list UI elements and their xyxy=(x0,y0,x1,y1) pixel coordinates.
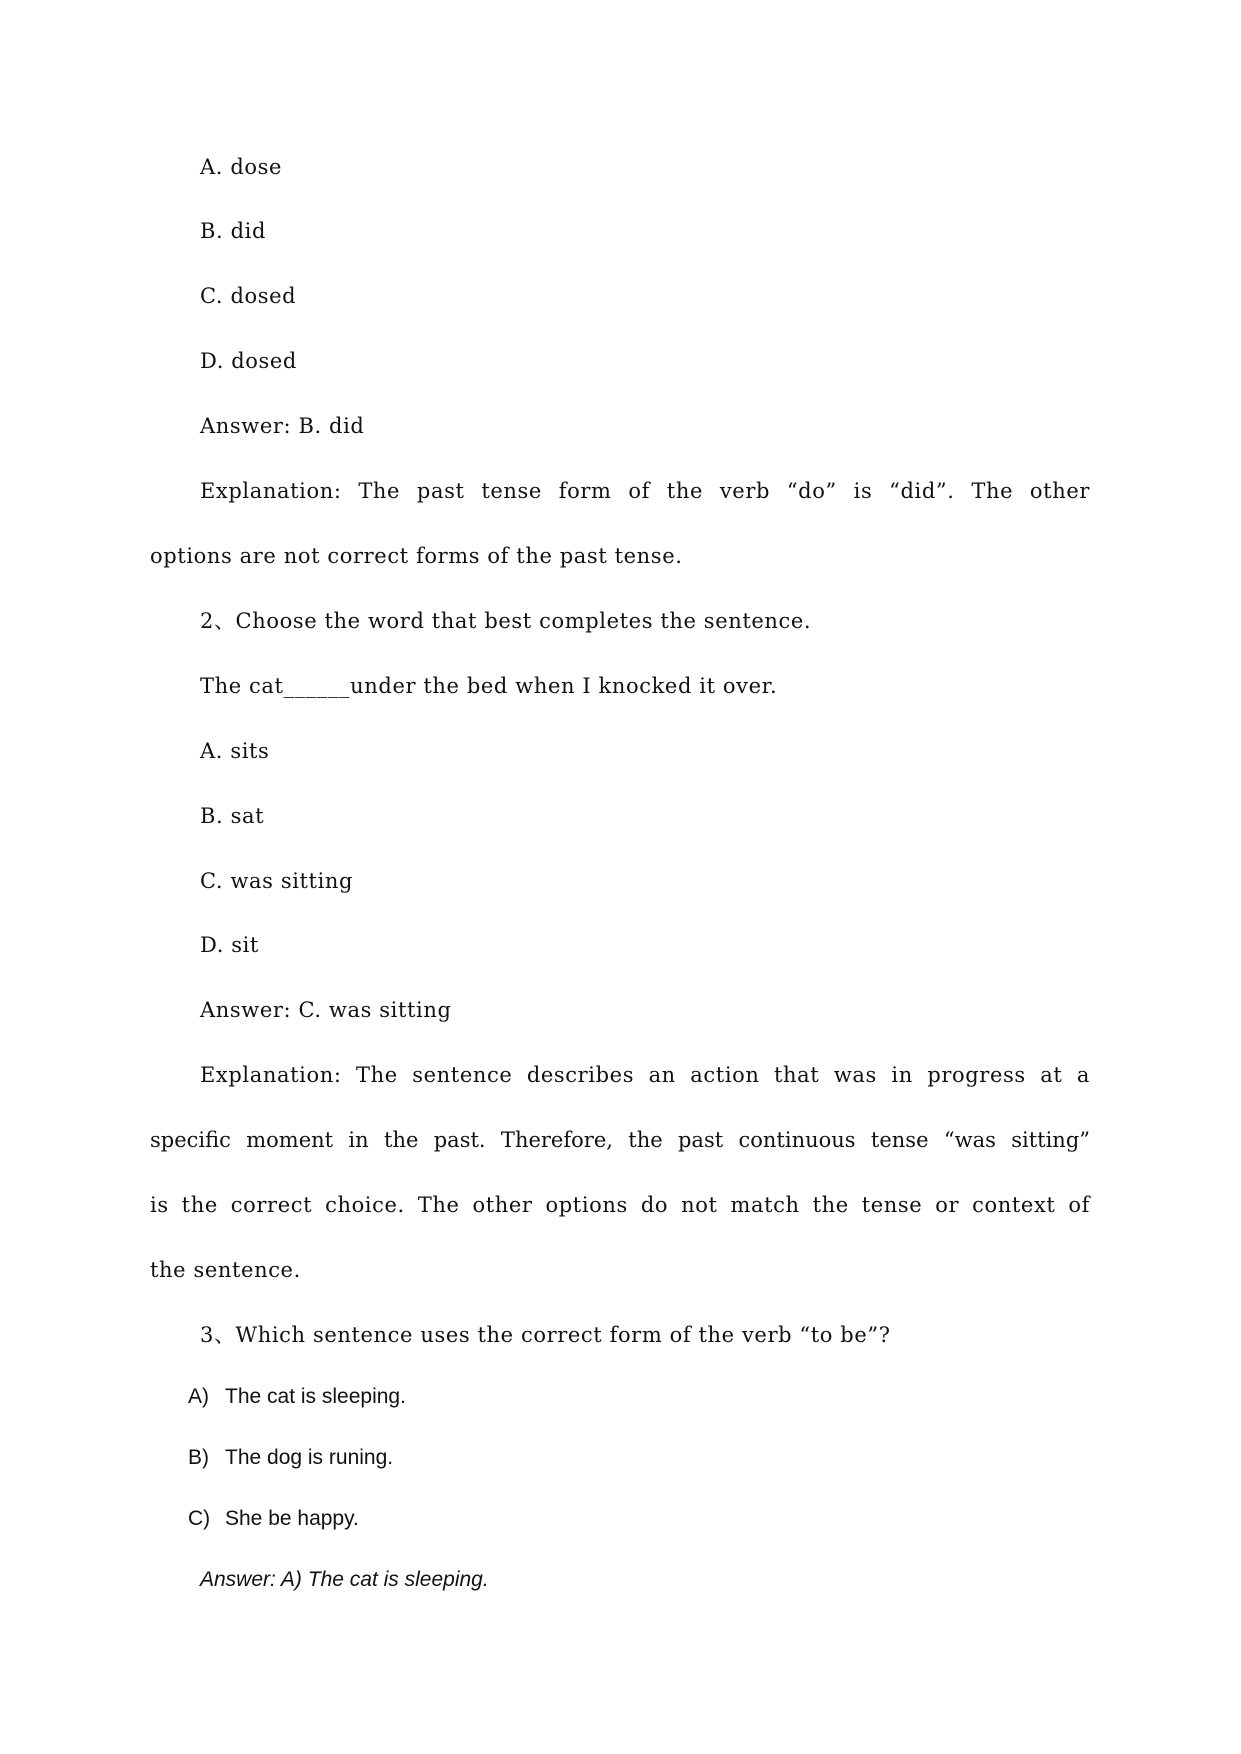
q2-option-d: D. sit xyxy=(200,933,259,957)
q2-question: 2、Choose the word that best completes the sentence. xyxy=(200,609,812,633)
q2-option-b: B. sat xyxy=(200,804,265,828)
q1-option-b: B. did xyxy=(200,219,266,243)
q2-explanation-line-1: Explanation: The sentence describes an action that was in progress at a xyxy=(200,1063,1090,1087)
q1-explanation-line-2: options are not correct forms of the past tense. xyxy=(150,544,683,568)
q3-option-b-text: The dog is runing. xyxy=(225,1446,394,1469)
q1-option-c: C. dosed xyxy=(200,284,297,308)
q3-option-a xyxy=(188,1382,406,1412)
q2-explanation-line-2: specific moment in the past. Therefore, the past continuous tense “was sitting” xyxy=(150,1128,1090,1152)
q2-option-a: A. sits xyxy=(200,739,270,763)
q1-answer: Answer: B. did xyxy=(200,414,365,438)
q3-option-a-label: A) xyxy=(188,1385,209,1408)
q3-option-b-label: B) xyxy=(188,1446,209,1469)
q3-question: 3、Which sentence uses the correct form of the verb “to be”? xyxy=(200,1323,891,1347)
q3-option-c xyxy=(188,1504,359,1534)
q2-explanation-line-3: is the correct choice. The other options do not match the tense or context of xyxy=(150,1193,1090,1217)
q1-explanation-line-1: Explanation: The past tense form of the verb “do” is “did”. The other xyxy=(200,479,1090,503)
q3-option-b xyxy=(188,1443,393,1473)
q3-option-c-text: She be happy. xyxy=(225,1507,359,1530)
q3-answer: Answer: A) The cat is sleeping. xyxy=(200,1568,489,1591)
q3-option-a-text: The cat is sleeping. xyxy=(225,1385,406,1408)
q1-option-a: A. dose xyxy=(200,155,283,179)
q2-sentence: The cat______under the bed when I knocked it over. xyxy=(200,674,778,698)
q2-option-c: C. was sitting xyxy=(200,869,354,893)
q2-answer: Answer: C. was sitting xyxy=(200,998,452,1022)
q2-explanation-line-4: the sentence. xyxy=(150,1258,301,1282)
q1-option-d: D. dosed xyxy=(200,349,297,373)
q3-option-c-label: C) xyxy=(188,1507,211,1530)
